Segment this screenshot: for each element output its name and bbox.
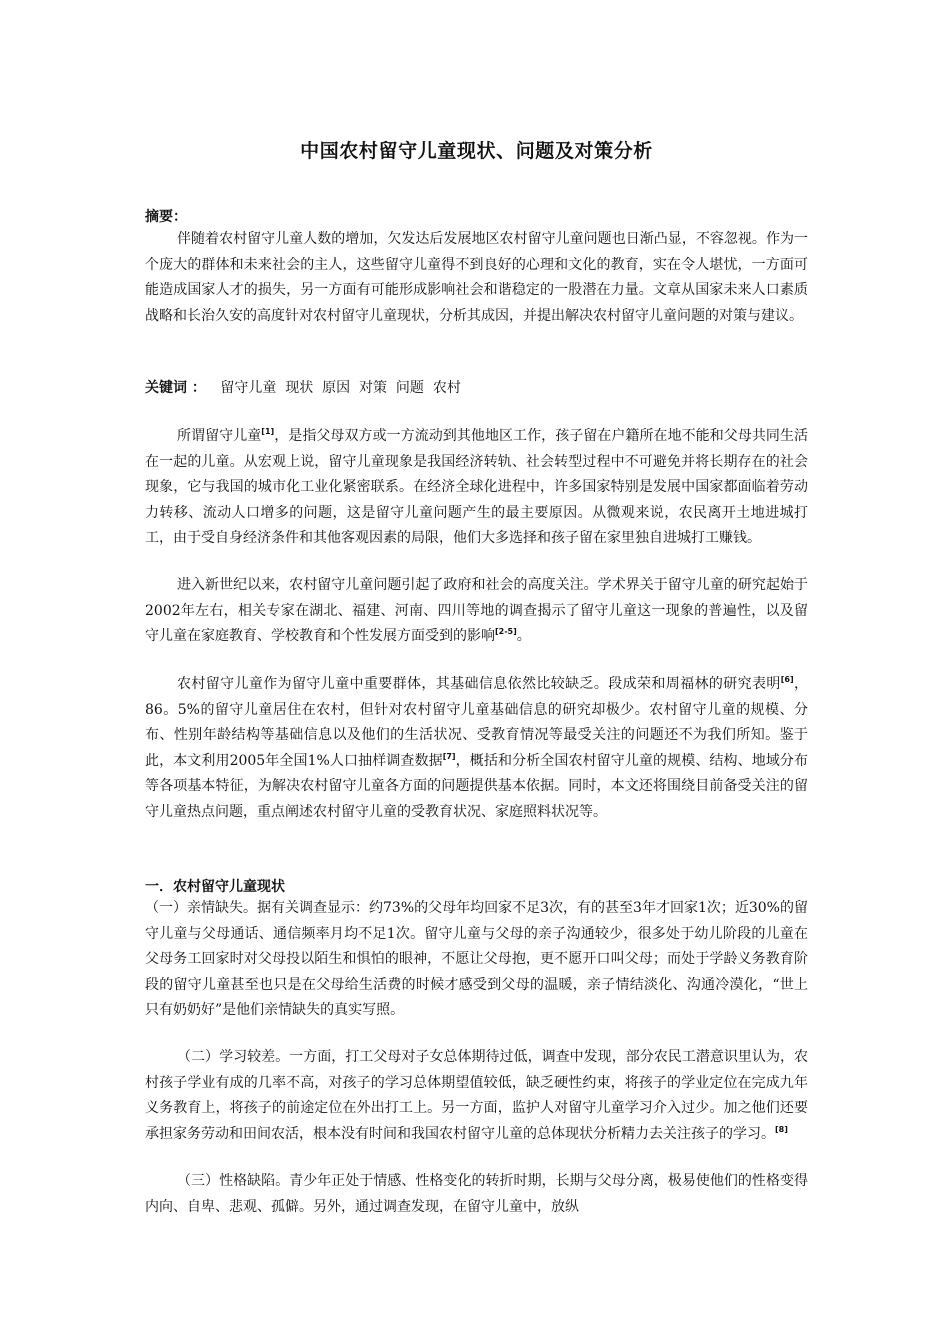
- intro-2-text-b: 。: [516, 628, 531, 645]
- intro-2-text-a: 进入新世纪以来，农村留守儿童问题引起了政府和社会的高度关注。学术界关于留守儿童的研究起始于2002年左右，相关专家在湖北、福建、河南、四川等地的调查揭示了留守儿童这一现象的普遍性，以及留守儿童在家庭教育、学校教育和个性发展方面受到的影响: [145, 577, 808, 645]
- citation-7: [7]: [442, 751, 456, 761]
- intro-3-text-b: ，86。5%的留守儿童居住在农村，但针对农村留守儿童基础信息的研究却极少。农村留守儿童的规模、分布、性别年龄结构等基础信息以及他们的生活状况、受教育情况等最受关注的问题还不为我们所知。鉴于此，本文利用2005年全国1%人口抽样调查数据: [145, 676, 808, 769]
- abstract-text: 伴随着农村留守儿童人数的增加，欠发达后发展地区农村留守儿童问题也日渐凸显，不容忽视。作为一个庞大的群体和未来社会的主人，这些留守儿童得不到良好的心理和文化的教育，实在令人堪忧，一方面可能造成国家人才的损失，另一方面有可能形成影响社会和谐稳定的一股潜在力量。文章从国家未来人口素质战略和长治久安的高度针对农村留守儿童现状，分析其成因，并提出解决农村留守儿童问题的对策与建议。: [145, 231, 808, 324]
- intro-3-text-c: ，概括和分析全国农村留守儿童的规模、结构、地域分布等各项基本特征，为解决农村留守儿童各方面的问题提供基本依据。同时，本文还将围绕目前备受关注的留守儿童热点问题，重点阐述农村留守儿童的受教育状况、家庭照料状况等。: [145, 752, 809, 820]
- intro-1-text-a: 所谓留守儿童: [177, 428, 262, 444]
- citation-1: [1]: [261, 427, 275, 436]
- intro-3-text-a: 农村留守儿童作为留守儿童中重要群体，其基础信息依然比较缺乏。段成荣和周福林的研究表明: [177, 676, 781, 692]
- section-1-paragraph-1: （一）亲情缺失。据有关调查显示：约73%的父母年均回家不足3次，有的甚至3年才回家1次；近30%的留守儿童与父母通话、通信频率月均不足1次。留守儿童与父母的亲子沟通较少，很多处于幼儿阶段的儿童在父母务工回家时对父母投以陌生和惧怕的眼神，不愿让父母抱，更不愿开口叫父母；而处于学龄义务教育阶段的留守儿童甚至也只是在父母给生活费的时候才感受到父母的温暖，亲子情结淡化、沟通冷漠化，“世上只有奶奶好”是他们亲情缺失的真实写照。: [145, 900, 808, 1019]
- keywords-text: 留守儿童 现状 原因 对策 问题 农村: [220, 380, 461, 396]
- intro-paragraph-2: [145, 573, 808, 650]
- intro-1-text-b: ，是指父母双方或一方流动到其他地区工作，孩子留在户籍所在地不能和父母共同生活在一起的儿童。从宏观上说，留守儿童现象是我国经济转轨、社会转型过程中不可避免并将长期存在的社会现象，它与我国的城市化工业化紧密联系。在经济全球化进程中，许多国家特别是发展中国家都面临着劳动力转移、流动人口增多的问题，这是留守儿童问题产生的最主要原因。从微观来说，农民离开土地进城打工，由于受自身经济条件和其他客观因素的局限，他们大多选择和孩子留在家里独自进城打工赚钱。: [145, 428, 809, 547]
- page-title: 中国农村留守儿童现状、问题及对策分析: [300, 140, 653, 162]
- abstract-heading: 摘要：: [145, 209, 187, 225]
- intro-paragraph-1: [145, 424, 808, 552]
- citation-8: [8]: [775, 1124, 788, 1134]
- section-1-heading: 一．农村留守儿童现状: [145, 879, 285, 895]
- section-1-paragraph-3: （三）性格缺陷。青少年正处于情感、性格变化的转折时期，长期与父母分离，极易使他们的性格变得内向、自卑、悲观、孤僻。另外，通过调查发现，在留守儿童中，放纵: [145, 1173, 808, 1215]
- section-1-paragraph-2: [145, 1045, 808, 1147]
- citation-6: [6]: [780, 675, 794, 684]
- section-1-p2-text: （二）学习较差。一方面，打工父母对子女总体期待过低，调查中发现，部分农民工潜意识里认为，农村孩子学业有成的几率不高，对孩子的学习总体期望值较低，缺乏硬性约束，将孩子的学业定位在完成九年义务教育上，将孩子的前途定位在外出打工上。另一方面，监护人对留守儿童学习介入过少。加之他们还要承担家务劳动和田间农活，根本没有时间和我国农村留守儿童的总体现状分析精力去关注孩子的学习。: [145, 1049, 808, 1142]
- keywords-label: 关键词 ：: [145, 380, 206, 396]
- keywords-line: [145, 377, 461, 397]
- intro-paragraph-3: [145, 672, 808, 826]
- citation-2-5: [2-5]: [495, 627, 517, 637]
